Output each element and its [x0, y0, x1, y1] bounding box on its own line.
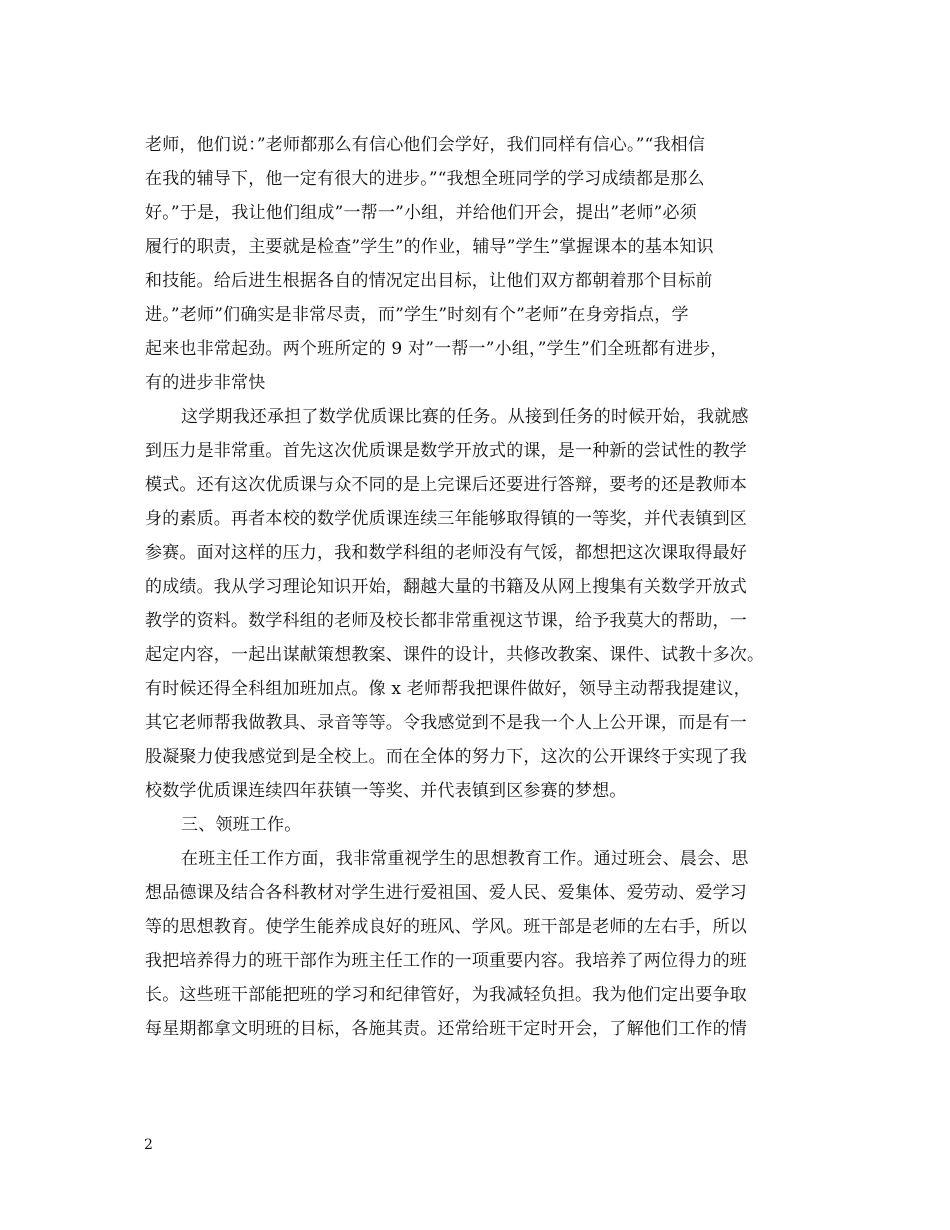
text-line: 有时候还得全科组加班加点。像 x 老师帮我把课件做好，领导主动帮我提建议，	[145, 679, 751, 699]
text-line: 和技能。给后进生根据各自的情况定出目标，让他们双方都朝着那个目标前	[145, 271, 713, 291]
section-heading: 三、领班工作。	[181, 815, 302, 835]
text-line: 的成绩。我从学习理论知识开始，翻越大量的书籍及从网上搜集有关数学开放式	[145, 577, 747, 597]
paragraph-first-line: 在班主任工作方面，我非常重视学生的思想教育工作。通过班会、晨会、思	[181, 849, 749, 869]
text-line: 股凝聚力使我感觉到是全校上。而在全体的努力下，这次的公开课终于实现了我	[145, 747, 747, 767]
text-line: 校数学优质课连续四年获镇一等奖、并代表镇到区参赛的梦想。	[145, 781, 627, 801]
text-line: 身的素质。再者本校的数学优质课连续三年能够取得镇的一等奖，并代表镇到区	[145, 509, 747, 529]
text-line: 我把培养得力的班干部作为班主任工作的一项重要内容。我培养了两位得力的班	[145, 951, 747, 971]
text-line: 进。”老师”们确实是非常尽责，而”学生”时刻有个”老师”在身旁指点，学	[145, 305, 689, 325]
page-number: 2	[144, 1137, 153, 1153]
text-line: 模式。还有这次优质课与众不同的是上完课后还要进行答辩，要考的还是教师本	[145, 475, 747, 495]
text-line: 长。这些班干部能把班的学习和纪律管好，为我减轻负担。我为他们定出要争取	[145, 985, 747, 1005]
text-line: 老师，他们说：”老师都那么有信心他们会学好，我们同样有信心。”“我相信	[145, 135, 706, 155]
text-line: 履行的职责，主要就是检查”学生”的作业，辅导”学生”掌握课本的基本知识	[145, 237, 714, 257]
text-line: 在我的辅导下，他一定有很大的进步。”“我想全班同学的学习成绩都是那么	[145, 169, 705, 189]
text-line: 参赛。面对这样的压力，我和数学科组的老师没有气馁，都想把这次课取得最好	[145, 543, 747, 563]
text-line: 其它老师帮我做教具、录音等等。令我感觉到不是我一个人上公开课，而是有一	[145, 713, 747, 733]
text-line: 起定内容，一起出谋献策想教案、课件的设计，共修改教案、课件、试教十多次。	[145, 645, 765, 665]
paragraph-first-line: 这学期我还承担了数学优质课比赛的任务。从接到任务的时候开始，我就感	[181, 407, 749, 427]
text-line: 有的进步非常快	[145, 373, 266, 393]
text-line: 等的思想教育。使学生能养成良好的班风、学风。班干部是老师的左右手，所以	[145, 917, 747, 937]
text-line: 想品德课及结合各科教材对学生进行爱祖国、爱人民、爱集体、爱劳动、爱学习	[145, 883, 747, 903]
text-line: 好。”于是，我让他们组成”一帮一”小组，并给他们开会，提出”老师”必须	[145, 203, 697, 223]
text-line: 起来也非常起劲。两个班所定的 9 对”一帮一”小组，”学生”们全班都有进步，	[145, 339, 728, 359]
text-line: 到压力是非常重。首先这次优质课是数学开放式的课，是一种新的尝试性的教学	[145, 441, 747, 461]
text-line: 教学的资料。数学科组的老师及校长都非常重视这节课，给予我莫大的帮助，一	[145, 611, 747, 631]
body-text	[145, 128, 805, 1046]
text-line: 每星期都拿文明班的目标，各施其责。还常给班干定时开会，了解他们工作的情	[145, 1019, 747, 1039]
